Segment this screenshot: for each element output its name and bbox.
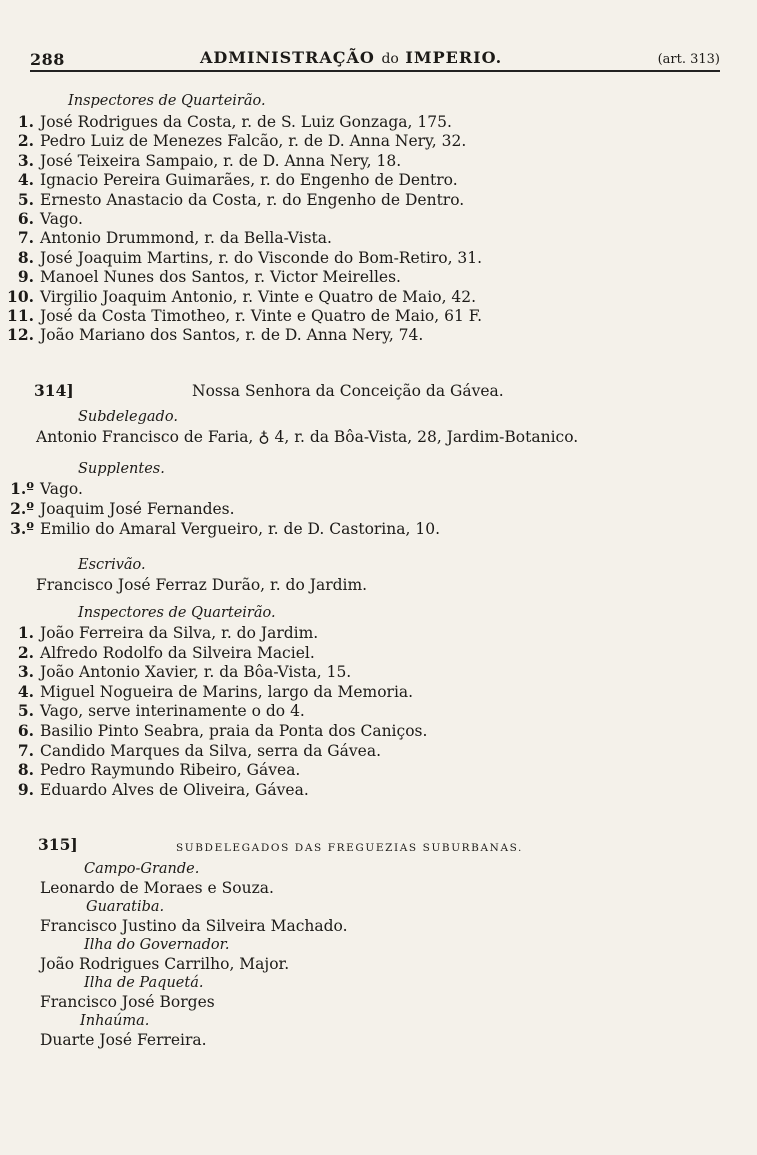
- item-number: 1.º: [10, 479, 34, 498]
- list-item: [4, 644, 315, 662]
- list-item: [4, 249, 482, 267]
- list-item: [4, 210, 83, 228]
- supplentes-label: Supplentes.: [78, 461, 165, 477]
- parish-name: Ilha de Paquetá.: [84, 975, 204, 991]
- item-text: José da Costa Timotheo, r. Vinte e Quatro de Maio, 61 F.: [40, 307, 482, 325]
- subdelegado-name: Francisco Justino da Silveira Machado.: [40, 917, 348, 935]
- item-number: 10.: [7, 286, 34, 306]
- page-number: 288: [30, 50, 65, 69]
- item-text: João Antonio Xavier, r. da Bôa-Vista, 15.: [40, 663, 352, 682]
- section-315-title: SUBDELEGADOS DAS FREGUEZIAS SUBURBANAS.: [176, 842, 523, 854]
- subdelegado-entry: Antonio Francisco de Faria, ♁ 4, r. da Bôa-Vista, 28, Jardim-Botanico.: [36, 428, 579, 446]
- supplente-item: [4, 500, 235, 518]
- running-title-main: ADMINISTRAÇÃO: [200, 48, 375, 67]
- item-number: 3.: [17, 150, 34, 170]
- list-item: [4, 722, 427, 740]
- item-text: José Rodrigues da Costa, r. de S. Luiz Gonzaga, 175.: [40, 113, 452, 131]
- list-item: [4, 268, 401, 286]
- item-number: 6.: [17, 209, 34, 228]
- list-item: [4, 663, 351, 681]
- subdelegado-name: João Rodrigues Carrilho, Major.: [40, 955, 290, 973]
- running-title: [200, 48, 502, 67]
- list-item: [4, 113, 452, 131]
- item-text: Antonio Drummond, r. da Bella-Vista.: [40, 229, 332, 248]
- item-text: Vago.: [40, 480, 83, 498]
- item-number: 4.: [17, 170, 34, 190]
- item-text: José Teixeira Sampaio, r. de D. Anna Nery, 18.: [40, 151, 402, 170]
- item-number: 2.: [17, 131, 34, 151]
- item-number: 5.: [17, 701, 34, 721]
- item-number: 8.: [17, 760, 34, 780]
- item-text: Miguel Nogueira de Marins, largo da Memoria.: [40, 682, 414, 701]
- item-number: 11.: [7, 306, 34, 325]
- item-number: 1.: [17, 623, 34, 642]
- article-reference: (art. 313): [657, 52, 720, 67]
- subdelegado-name: Leonardo de Moraes e Souza.: [40, 879, 274, 897]
- item-text: Pedro Luiz de Menezes Falcão, r. de D. Anna Nery, 32.: [40, 132, 467, 151]
- subdelegado-label: Subdelegado.: [78, 409, 178, 425]
- section-315-number: 315]: [38, 835, 78, 854]
- list-item: [4, 229, 332, 247]
- item-text: Eduardo Alves de Oliveira, Gávea.: [40, 780, 309, 799]
- item-text: Joaquim José Fernandes.: [40, 500, 235, 518]
- list-item: [4, 781, 309, 799]
- item-number: 4.: [17, 681, 34, 701]
- supplente-item: [4, 480, 83, 498]
- list-item: [4, 171, 458, 189]
- item-text: José Joaquim Martins, r. do Visconde do Bom-Retiro, 31.: [40, 248, 483, 267]
- running-title-end: IMPERIO.: [405, 48, 503, 67]
- item-text: Emilio do Amaral Vergueiro, r. de D. Castorina, 10.: [40, 520, 440, 538]
- item-text: Alfredo Rodolfo da Silveira Maciel.: [40, 643, 315, 662]
- list-item: [4, 761, 300, 779]
- item-text: Basilio Pinto Seabra, praia da Ponta dos Caniços.: [40, 722, 428, 740]
- item-text: Candido Marques da Silva, serra da Gávea.: [40, 741, 382, 760]
- item-number: 12.: [7, 325, 34, 345]
- item-number: 3.: [17, 662, 34, 682]
- list-item: [4, 152, 401, 170]
- list-item: [4, 132, 466, 150]
- list-item: [4, 191, 464, 209]
- inspectores-314-label: Inspectores de Quarteirão.: [78, 605, 276, 621]
- item-text: Ignacio Pereira Guimarães, r. do Engenho de Dentro.: [40, 171, 458, 190]
- parish-name: Ilha do Governador.: [84, 937, 230, 953]
- item-number: 2.º: [10, 499, 34, 518]
- header-rule: [30, 70, 720, 72]
- item-number: 7.: [17, 740, 34, 760]
- item-number: 8.: [17, 247, 34, 267]
- escrivao-label: Escrivão.: [78, 557, 146, 573]
- running-title-connector: do: [381, 51, 399, 67]
- item-text: Manoel Nunes dos Santos, r. Victor Meirelles.: [40, 268, 401, 287]
- item-text: Vago.: [40, 210, 83, 228]
- item-number: 2.: [17, 642, 34, 662]
- item-text: Virgilio Joaquim Antonio, r. Vinte e Quatro de Maio, 42.: [40, 287, 477, 306]
- item-text: João Mariano dos Santos, r. de D. Anna Nery, 74.: [40, 326, 424, 345]
- list-item: [4, 683, 413, 701]
- list-item: [4, 742, 381, 760]
- item-text: Pedro Raymundo Ribeiro, Gávea.: [40, 761, 301, 780]
- subdelegado-name: Francisco José Borges: [40, 993, 215, 1011]
- supplente-item: [4, 520, 440, 538]
- item-number: 9.: [17, 779, 34, 799]
- escrivao-entry: Francisco José Ferraz Durão, r. do Jardim.: [36, 576, 368, 594]
- parish-name: Guaratiba.: [86, 899, 165, 915]
- parish-name: Campo-Grande.: [84, 861, 200, 877]
- list-item: [4, 624, 318, 642]
- item-text: Vago, serve interinamente o do 4.: [40, 702, 305, 721]
- item-number: 3.º: [10, 519, 34, 538]
- item-number: 1.: [17, 112, 34, 131]
- item-text: João Ferreira da Silva, r. do Jardim.: [40, 624, 319, 642]
- item-number: 6.: [17, 721, 34, 740]
- subdelegado-name: Duarte José Ferreira.: [40, 1031, 207, 1049]
- list-item: [4, 326, 423, 344]
- section-314-number: 314]: [34, 381, 74, 400]
- list-item: [4, 288, 476, 306]
- section-314-title: Nossa Senhora da Conceição da Gávea.: [192, 382, 504, 400]
- page-header: [30, 44, 720, 70]
- section-heading: Inspectores de Quarteirão.: [68, 93, 266, 109]
- list-item: [4, 702, 305, 720]
- list-item: [4, 307, 482, 325]
- item-number: 5.: [17, 189, 34, 209]
- item-number: 7.: [17, 228, 34, 248]
- item-text: Ernesto Anastacio da Costa, r. do Engenho de Dentro.: [40, 190, 465, 209]
- item-number: 9.: [17, 267, 34, 287]
- parish-name: Inhaúma.: [80, 1013, 150, 1029]
